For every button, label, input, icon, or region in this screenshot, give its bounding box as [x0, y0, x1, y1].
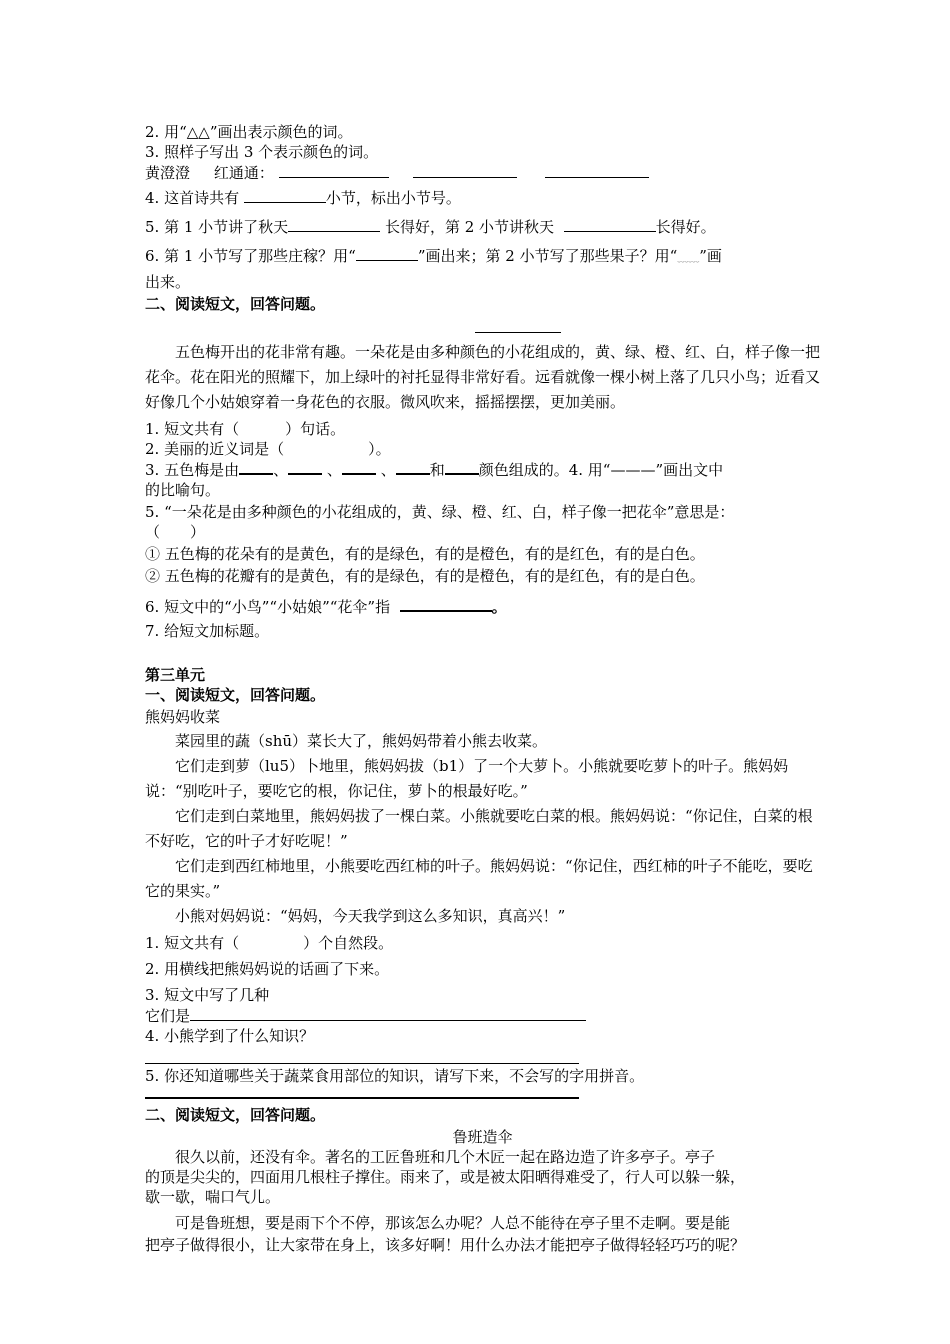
title-blank-row: [145, 314, 820, 336]
sq1-text-end: ）个自然段。: [303, 934, 394, 952]
separator: 、: [380, 461, 396, 479]
story-paragraph-2: 它们走到萝（lu5）卜地里，熊妈妈拔（b1）了一个大萝卜。小熊就要吃萝卜的叶子。熊妈妈说：“别吃叶子，要吃它的根，你记住，萝卜的根最好吃。”: [145, 757, 789, 800]
pq6-text: 6. 短文中的“小鸟”“小姑娘”“花伞”指: [145, 598, 391, 616]
story-paragraph-4: 它们走到西红柿地里，小熊要吃西红柿的叶子。熊妈妈说：“你记住，西红柿的叶子不能吃，要吃它的果实。”: [145, 857, 813, 900]
answer-blank[interactable]: [400, 596, 492, 612]
passage-question-2: [145, 439, 820, 459]
story-question-4: 4. 小熊学到了什么知识？: [145, 1027, 315, 1045]
answer-blank[interactable]: [244, 187, 326, 203]
option-2[interactable]: ② 五色梅的花瓣有的是黄色，有的是绿色，有的是橙色，有的是红色，有的是白色。: [145, 567, 705, 585]
answer-line[interactable]: [145, 1096, 579, 1099]
story-paragraph-1: 菜园里的蔬（shū）菜长大了，熊妈妈带着小熊去收菜。: [175, 732, 548, 750]
section-2-heading: 二、阅读短文，回答问题。: [145, 295, 326, 313]
question-4-text-end: 小节，标出小节号。: [325, 189, 461, 207]
story-question-2: 2. 用横线把熊妈妈说的话画了下来。: [145, 960, 390, 978]
answer-blank[interactable]: [396, 459, 430, 475]
question-6-continued: 出来。: [145, 273, 191, 291]
answer-blank[interactable]: [445, 459, 479, 475]
question-5-text: 5. 第 1 小节讲了秋天: [145, 218, 289, 236]
answer-blank[interactable]: [413, 162, 517, 178]
passage-question-5: 5. “一朵花是由多种颜色的小花组成的，黄、绿、橙、红、白，样子像一把花伞”意思是：: [145, 503, 735, 521]
worksheet-page: [145, 122, 820, 1255]
title-blank[interactable]: [475, 314, 561, 333]
question-3-write-colors: 3. 照样子写出 3 个表示颜色的词。: [145, 143, 379, 161]
story-2-line: 把亭子做得很小，让大家带在身上，该多好啊！用什么办法才能把亭子做得轻轻巧巧的呢？: [145, 1236, 746, 1254]
unit-3-section-1-heading: 一、阅读短文，回答问题。: [145, 686, 326, 704]
passage-question-3: [145, 459, 820, 480]
story-question-5: 5. 你还知道哪些关于蔬菜食用部位的知识，请写下来，不会写的字用拼音。: [145, 1067, 645, 1085]
answer-blank[interactable]: [239, 459, 273, 475]
question-2-color-words: 2. 用“△△”画出表示颜色的词。: [145, 123, 353, 141]
pq6-text-end: 。: [491, 598, 507, 616]
example-item: 红通通：: [213, 164, 274, 182]
pq1-text-end: ）句话。: [285, 420, 346, 438]
sq3-text: 它们是: [145, 1007, 191, 1025]
separator: 、: [326, 461, 342, 479]
dash-line-sample: ———: [610, 461, 656, 479]
story-paragraph-3: 它们走到白菜地里，熊妈妈拔了一棵白菜。小熊就要吃白菜的根。熊妈妈说：“你记住，白菜的根不好吃，它的叶子才好吃呢！”: [145, 807, 813, 850]
question-6-text-end: ”画: [699, 247, 722, 265]
unit-3-heading: 第三单元: [145, 666, 206, 684]
sq1-text: 1. 短文共有（: [145, 934, 240, 952]
story-2-line: 歇一歇，喘口气儿。: [145, 1188, 281, 1206]
pq2-text-end: ）。: [368, 440, 391, 458]
story-title: 熊妈妈收菜: [145, 708, 221, 726]
passage-question-4-continued: 的比喻句。: [145, 481, 221, 499]
answer-blank[interactable]: [279, 162, 389, 178]
example-word: 黄澄澄: [145, 164, 191, 182]
question-3-example-row: [145, 162, 820, 183]
option-1[interactable]: ① 五色梅的花朵有的是黄色，有的是绿色，有的是橙色，有的是红色，有的是白色。: [145, 545, 705, 563]
pq3-text-end: ”画出文中: [655, 461, 724, 479]
story-2-line: 很久以前，还没有伞。著名的工匠鲁班和几个木匠一起在路边造了许多亭子。亭子: [175, 1148, 716, 1166]
unit-3-section-2-heading: 二、阅读短文，回答问题。: [145, 1106, 326, 1124]
question-4-text: 4. 这首诗共有: [145, 189, 240, 207]
story-question-3: 3. 短文中写了几种: [145, 986, 270, 1004]
answer-blank[interactable]: [288, 459, 322, 475]
story-question-3-answer: [145, 1005, 820, 1026]
answer-blank[interactable]: [190, 1005, 586, 1021]
story-2-line: 可是鲁班想，要是雨下个不停，那该怎么办呢？人总不能待在亭子里不走啊。要是能: [175, 1214, 731, 1232]
pq3-text: 3. 五色梅是由: [145, 461, 240, 479]
and-text: 和: [429, 461, 445, 479]
story-2-line: 的顶是尖尖的，四面用几根柱子撑住。雨来了，或是被太阳晒得难受了，行人可以躲一躲，: [145, 1168, 746, 1186]
answer-blank[interactable]: [545, 162, 649, 178]
passage-question-1: [145, 419, 820, 439]
question-5-text-mid: 长得好，第 2 小节讲秋天: [384, 218, 555, 236]
passage-question-6: [145, 596, 820, 617]
story-paragraph-5: 小熊对妈妈说：“妈妈，今天我学到这么多知识，真高兴！”: [175, 907, 566, 925]
question-6-text-mid: ”画出来；第 2 小节写了那些果子？用“: [417, 247, 678, 265]
question-5-text-end: 长得好。: [655, 218, 716, 236]
wavy-line-sample: ﹏﹏: [677, 251, 700, 264]
passage-wusemei: 五色梅开出的花非常有趣。一朵花是由多种颜色的小花组成的，黄、绿、橙、红、白，样子像一把花伞。花在阳光的照耀下，加上绿叶的衬托显得非常好看。远看就像一棵小树上落了几只小鸟；近看又好像几个小姑娘穿着一身花色的衣服。微风吹来，摇摇摆摆，更加美丽。: [145, 343, 821, 411]
separator: 、: [273, 461, 289, 479]
answer-blank[interactable]: [564, 216, 656, 232]
story-question-1: [145, 933, 820, 953]
story-2-title: 鲁班造伞: [452, 1128, 513, 1146]
question-4: [145, 187, 820, 208]
answer-blank[interactable]: [288, 216, 380, 232]
passage-question-7: 7. 给短文加标题。: [145, 622, 270, 640]
question-5: [145, 216, 820, 237]
pq2-text: 2. 美丽的近义词是（: [145, 440, 285, 458]
question-6-text: 6. 第 1 小节写了那些庄稼？用“: [145, 247, 356, 265]
pq3-text-mid: 颜色组成的。4. 用“: [478, 461, 611, 479]
underline-sample: [356, 245, 418, 261]
answer-blank[interactable]: [342, 459, 376, 475]
answer-line[interactable]: [145, 1062, 579, 1064]
pq1-text: 1. 短文共有（: [145, 420, 240, 438]
passage-question-5-paren[interactable]: （ ）: [145, 523, 206, 541]
question-6: [145, 245, 820, 268]
